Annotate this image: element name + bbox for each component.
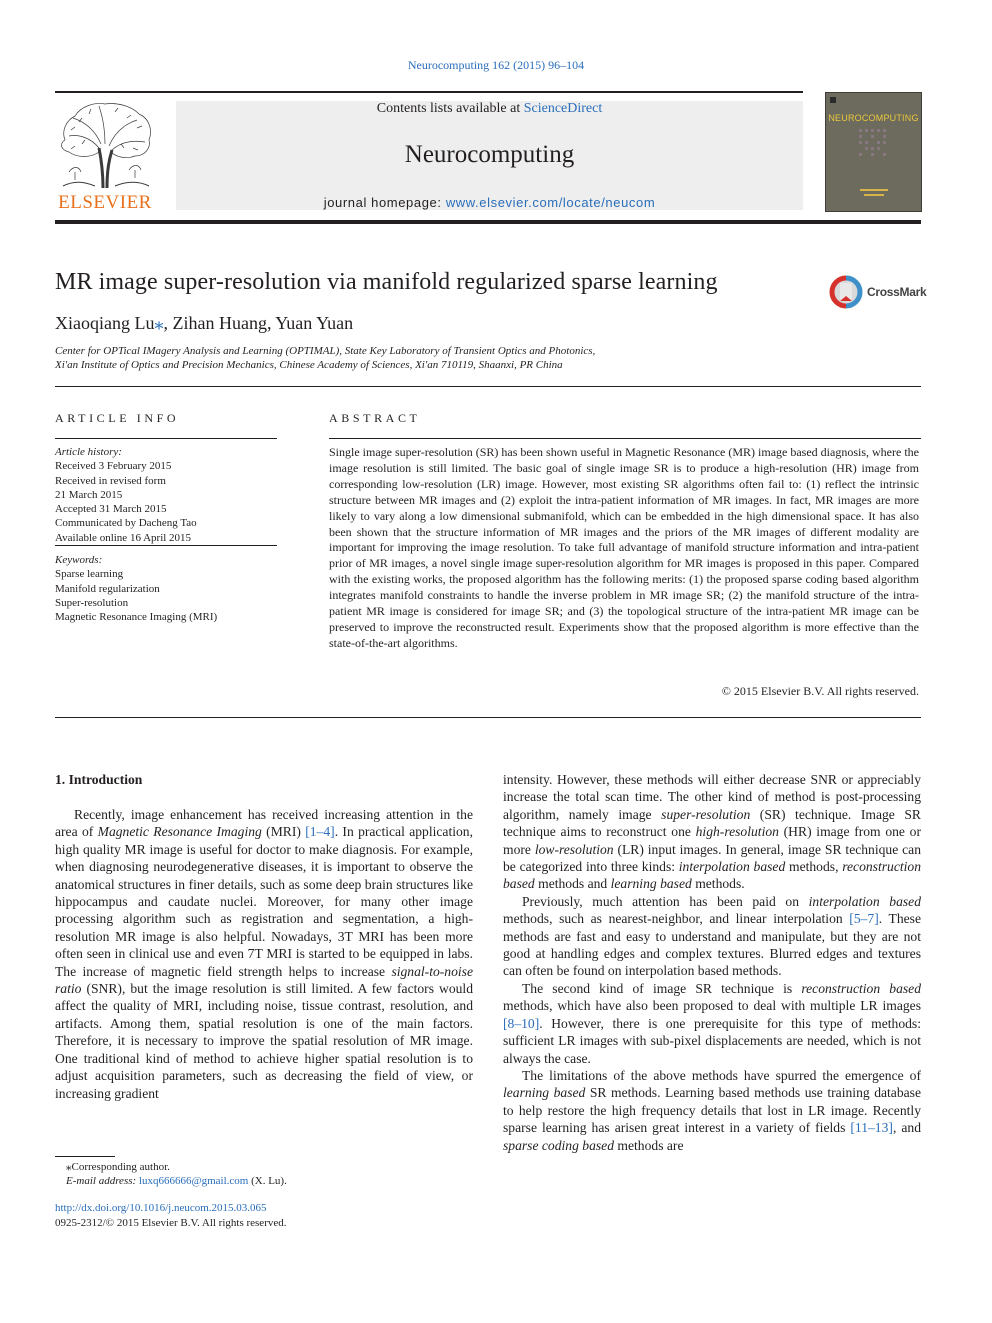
citation-link[interactable]: [8–10] xyxy=(503,1015,540,1031)
email-note: E-mail address: luxq666666@gmail.com (X. Lu). xyxy=(66,1175,287,1187)
cover-pattern-icon xyxy=(826,93,921,211)
author-first: Xiaoqiang Lu xyxy=(55,313,155,333)
intro-paragraph: The limitations of the above methods have spurred the emergence of learning based SR methods. Learning based methods use training database to help restore the high frequency details that lost in LR image. Recently sparse learning has arisen great interest in a variety of fields [11–13], and sparse coding based methods are xyxy=(503,1067,921,1153)
keywords-label: Keywords: xyxy=(55,554,103,566)
keyword-item: Magnetic Resonance Imaging (MRI) xyxy=(55,611,218,624)
journal-cover[interactable] xyxy=(825,92,922,212)
footnote xyxy=(55,1160,287,1188)
crossmark-badge[interactable] xyxy=(829,275,925,311)
email-link[interactable]: luxq666666@gmail.com xyxy=(138,1175,249,1187)
crossmark-icon xyxy=(829,275,863,309)
masthead-top-rule xyxy=(55,91,803,93)
affiliation-line: Xi'an Institute of Optics and Precision Mechanics, Chinese Academy of Sciences, Xi'an 710119, Shaanxi, PR China xyxy=(55,359,563,371)
corresponding-author-marker[interactable]: ⁎ xyxy=(154,313,164,333)
history-item: Communicated by Dacheng Tao xyxy=(55,517,197,530)
elsevier-wordmark: ELSEVIER xyxy=(58,192,152,213)
journal-banner xyxy=(176,101,803,210)
affiliation xyxy=(55,344,595,372)
contents-prefix: Contents lists available at xyxy=(376,101,524,116)
intro-paragraph: intensity. However, these methods will either decrease SNR or appreciably increase the total scan time. The other kind of method is post-processing algorithm, namely image super-resolution (SR) technique. Image SR technique aims to reconstruct one high-resolution (HR) image from one or more low-resolution (LR) input images. In general, image SR technique can be categorized into three kinds: interpolation based methods, reconstruction based methods and learning based methods. xyxy=(503,772,921,892)
abstract-text: Single image super-resolution (SR) has been shown useful in Magnetic Resonance (MR) image based diagnosis, where the image resolution is still limited. The basic goal of single image SR is to produce a high-resolution (HR) image from corresponding low-resolution (LR) image. However, most existing SR algorithms often fail to: (1) reflect the intrinsic structure between MR images and (2) exploit the intra-patient information of MR images. In fact, MR images are more likely to vary along a low dimensional submanifold, which can be embedded in the high dimensional space. It has also been shown that the structure information of MR images and the priors of the MR images of different modality are important for improving the image resolution. To take full advantage of manifold structure information and intra-patient prior of MR images, a novel single image super-resolution algorithm for MR images is proposed in this paper. Compared with the existing works, the proposed algorithm has the following merits: (1) the proposed sparse coding based algorithm integrates manifold constraints to handle the inverse problem in MR image SR; (2) the manifold structure of the intra-patient MR image is considered for image SR; and (3) the topological structure of the intra-patient MR image can be preserved to improve the reconstructed result. Experiments show that the proposed algorithm is more effective than the state-of-the-art algorithms. xyxy=(329,445,919,650)
keyword-item: Manifold regularization xyxy=(55,582,160,595)
history-item: Available online 16 April 2015 xyxy=(55,531,192,544)
citation-link[interactable]: [11–13] xyxy=(850,1120,893,1136)
abstract-heading: ABSTRACT xyxy=(329,411,421,425)
body-column-left xyxy=(55,806,473,1102)
abstract-divider xyxy=(55,717,921,718)
journal-name: Neurocomputing xyxy=(404,141,575,168)
keywords xyxy=(55,553,217,624)
keyword-item: Sparse learning xyxy=(55,568,124,581)
author-others: , Zihan Huang, Yuan Yuan xyxy=(163,313,354,333)
article-info-rule xyxy=(55,438,277,439)
intro-paragraph: Previously, much attention has been paid on interpolation based methods, such as nearest-neighbor, and linear interpolation [5–7]. These methods are fast and easy to understand and manipulate, but they are not good at handling edges and complex textures. Blurred edges and textures can often be found on interpolation based methods. xyxy=(503,893,921,979)
masthead-bottom-rule xyxy=(55,220,921,224)
section-heading-introduction: 1. Introduction xyxy=(55,772,143,787)
article-info-heading: ARTICLE INFO xyxy=(55,411,180,425)
journal-citation[interactable]: Neurocomputing 162 (2015) 96–104 xyxy=(407,58,585,72)
article-history xyxy=(55,445,197,545)
citation-link[interactable]: [5–7] xyxy=(849,911,879,927)
abstract-copyright: © 2015 Elsevier B.V. All rights reserved. xyxy=(721,684,919,698)
affiliation-line: Center for OPTical IMagery Analysis and Learning (OPTIMAL), State Key Laboratory of Transient Optics and Photonics, xyxy=(55,345,596,357)
contents-line xyxy=(176,101,803,117)
keywords-rule xyxy=(55,545,277,546)
homepage-link[interactable]: www.elsevier.com/locate/neucom xyxy=(445,195,656,210)
cover-title: NEUROCOMPUTING xyxy=(828,113,919,123)
crossmark-label: CrossMark xyxy=(867,285,927,299)
homepage-prefix: journal homepage: xyxy=(323,195,446,210)
article-title: MR image super-resolution via manifold regularized sparse learning xyxy=(55,269,718,295)
homepage-line xyxy=(176,195,803,210)
history-item: Received in revised form xyxy=(55,474,166,487)
body-column-right xyxy=(503,771,921,1154)
history-item: Accepted 31 March 2015 xyxy=(55,503,167,516)
abstract-rule xyxy=(329,438,921,439)
intro-paragraph: Recently, image enhancement has received increasing attention in the area of Magnetic Resonance Imaging (MRI) [1–4]. In practical application, high quality MR image is useful for doctor to make diagnosis. For example, when diagnosing neurodegenerative diseases, it is important to observe the anatomical structures in finer details, such as some deep brain structures like hippocampus and caudate nuclei. Moreover, for many other image processing algorithm such as registration and segmentation, a high-resolution MR image is also helpful. Nowadays, 3T MRI has been more often seen in clinical use and even 7T MRI is started to be equipped in labs. The increase of magnetic field strength helps to increase signal-to-noise ratio (SNR), but the image resolution is still limited. A few factors would affect the quality of MRI, including noise, tissue contrast, resolution, and artifacts. Among them, spatial resolution is one of the main factors. Therefore, it is necessary to improve the spatial resolution of MR image. One traditional kind of method to achieve higher spatial resolution is to adjust acquisition parameters, such as decreasing the field of view, or increasing gradient xyxy=(55,807,473,1101)
history-label: Article history: xyxy=(55,446,122,458)
title-divider xyxy=(55,386,921,387)
keyword-item: Super-resolution xyxy=(55,596,129,609)
history-item: Received 3 February 2015 xyxy=(55,460,172,473)
intro-paragraph: The second kind of image SR technique is reconstruction based methods, which have also been proposed to deal with multiple LR images [8–10]. However, there is one prerequisite for this type of methods: sufficient LR images with sub-pixel displacements are needed, which is not always the case. xyxy=(503,980,921,1066)
author-list xyxy=(55,313,353,334)
citation-link[interactable]: [1–4] xyxy=(305,824,335,840)
elsevier-tree-icon xyxy=(55,100,155,190)
corresponding-author-note: ⁎Corresponding author. xyxy=(66,1161,170,1173)
sciencedirect-link[interactable]: ScienceDirect xyxy=(523,101,603,116)
doi-block xyxy=(55,1201,287,1231)
issn-line: 0925-2312/© 2015 Elsevier B.V. All rights reserved. xyxy=(55,1217,287,1229)
history-item: 21 March 2015 xyxy=(55,488,123,501)
footnote-rule xyxy=(55,1156,115,1157)
elsevier-logo xyxy=(55,100,155,212)
doi-link[interactable]: http://dx.doi.org/10.1016/j.neucom.2015.03.065 xyxy=(55,1202,267,1214)
